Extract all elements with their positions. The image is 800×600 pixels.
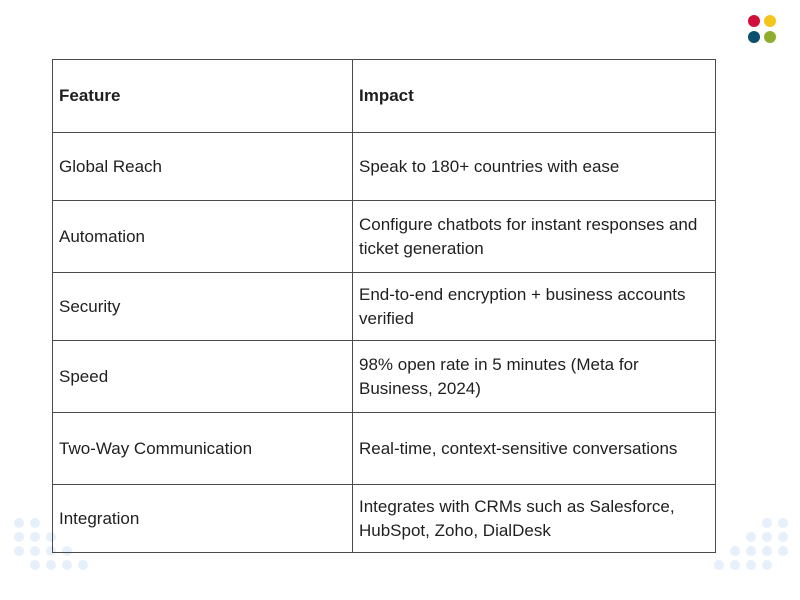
decorative-dot (14, 546, 24, 556)
column-header-impact: Impact (353, 60, 716, 133)
impact-cell: Integrates with CRMs such as Salesforce, HubSpot, Zoho, DialDesk (353, 485, 716, 553)
decorative-dot (30, 532, 40, 542)
logo-dot-green (764, 31, 776, 43)
logo-dot-yellow (764, 15, 776, 27)
decorative-dot (46, 560, 56, 570)
decorative-dot (30, 546, 40, 556)
table-row (53, 273, 716, 341)
table-row (53, 485, 716, 553)
decorative-dot (78, 560, 88, 570)
logo-dot-navy (748, 31, 760, 43)
table-header-row (53, 60, 716, 133)
decorative-dot (746, 546, 756, 556)
decorative-dots-right (716, 518, 788, 580)
decorative-dot (762, 546, 772, 556)
impact-cell: Speak to 180+ countries with ease (353, 133, 716, 201)
logo-dot-red (748, 15, 760, 27)
feature-impact-table (52, 59, 716, 553)
table-row (53, 201, 716, 273)
table-row (53, 133, 716, 201)
feature-cell: Automation (53, 201, 353, 273)
table-row (53, 341, 716, 413)
decorative-dot (762, 560, 772, 570)
decorative-dot (714, 560, 724, 570)
column-header-feature: Feature (53, 60, 353, 133)
decorative-dot (762, 532, 772, 542)
decorative-dot (746, 560, 756, 570)
brand-logo (748, 15, 778, 45)
decorative-dot (778, 532, 788, 542)
decorative-dot (778, 518, 788, 528)
decorative-dot (14, 518, 24, 528)
feature-cell: Speed (53, 341, 353, 413)
impact-cell: Configure chatbots for instant responses and ticket generation (353, 201, 716, 273)
decorative-dot (730, 546, 740, 556)
decorative-dot (30, 560, 40, 570)
decorative-dot (746, 532, 756, 542)
impact-cell: Real-time, context-sensitive conversations (353, 413, 716, 485)
decorative-dot (62, 560, 72, 570)
feature-cell: Global Reach (53, 133, 353, 201)
feature-cell: Two-Way Communication (53, 413, 353, 485)
feature-cell: Security (53, 273, 353, 341)
impact-cell: 98% open rate in 5 minutes (Meta for Business, 2024) (353, 341, 716, 413)
decorative-dot (30, 518, 40, 528)
decorative-dot (730, 560, 740, 570)
decorative-dot (14, 532, 24, 542)
decorative-dot (762, 518, 772, 528)
decorative-dot (778, 546, 788, 556)
impact-cell: End-to-end encryption + business accounts verified (353, 273, 716, 341)
table-row (53, 413, 716, 485)
feature-cell: Integration (53, 485, 353, 553)
